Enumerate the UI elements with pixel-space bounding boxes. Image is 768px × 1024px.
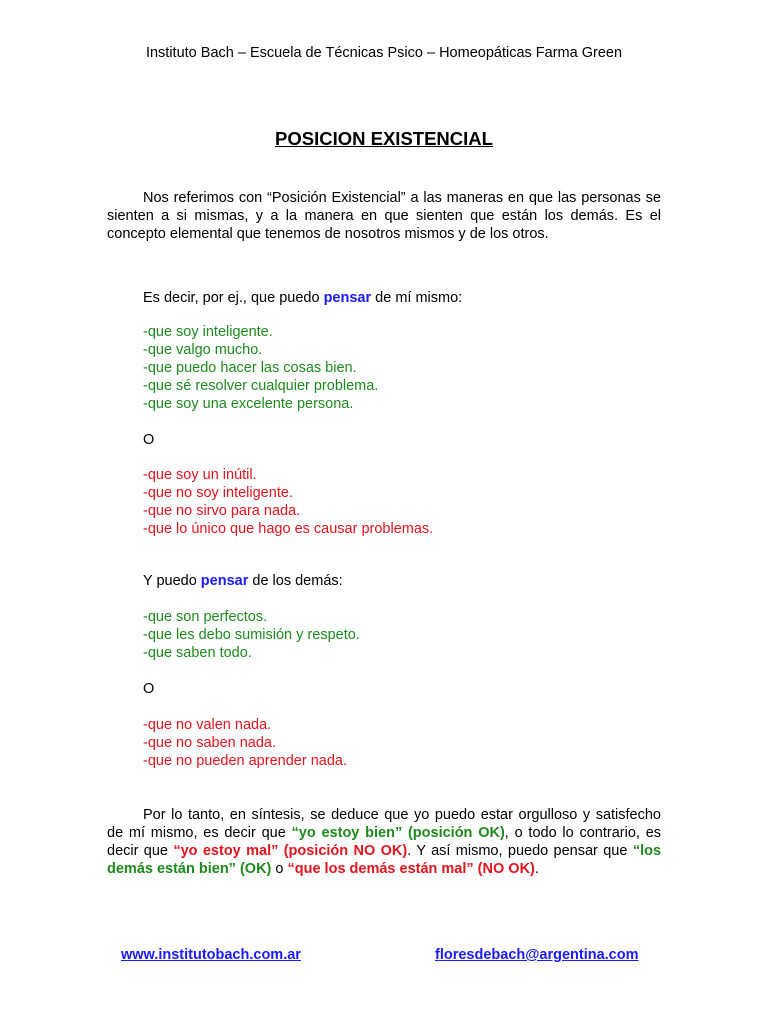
conclusion-text-1: Por lo tanto, en síntesis, se deduce que yo puedo estar orgulloso y satisfecho de mí mismo, es decir que xyxy=(107,807,661,841)
others-lead-keyword: pensar xyxy=(200,573,249,589)
conclusion-ok-others: “los demás están bien” (OK) xyxy=(107,843,662,877)
others-lead-before: Y puedo xyxy=(143,573,201,589)
others-negative-item: -que no saben nada. xyxy=(143,735,277,751)
others-negative-item: -que no valen nada. xyxy=(143,717,272,733)
self-positive-item: -que soy una excelente persona. xyxy=(143,396,354,412)
self-positive-item: -que valgo mucho. xyxy=(143,342,263,358)
self-negative-item: -que soy un inútil. xyxy=(143,467,257,483)
self-negative-item: -que no soy inteligente. xyxy=(143,485,293,501)
self-lead-line xyxy=(143,289,462,307)
page-title: POSICION EXISTENCIAL xyxy=(275,128,493,149)
email-link[interactable]: floresdebach@argentina.com xyxy=(435,947,639,963)
others-negative-item: -que no pueden aprender nada. xyxy=(143,753,347,769)
self-negative-item: -que no sirvo para nada. xyxy=(143,503,301,519)
conclusion-paragraph xyxy=(107,806,661,878)
self-lead-keyword: pensar xyxy=(323,290,372,306)
others-positive-item: -que saben todo. xyxy=(143,645,252,661)
self-lead-after: de mí mismo: xyxy=(371,290,463,306)
conclusion-ok-self: “yo estoy bien” (posición OK) xyxy=(291,825,505,841)
self-positive-item: -que sé resolver cualquier problema. xyxy=(143,378,379,394)
website-link[interactable]: www.institutobach.com.ar xyxy=(121,947,301,963)
conclusion-text-5: . xyxy=(534,861,539,877)
conclusion-text-2: , o todo lo contrario, es decir que xyxy=(107,825,662,859)
self-positive-item: -que puedo hacer las cosas bien. xyxy=(143,360,357,376)
conclusion-text-4: o xyxy=(271,861,288,877)
self-lead-before: Es decir, por ej., que puedo xyxy=(143,290,324,306)
intro-text: Nos referimos con “Posición Existencial” a las maneras en que las personas se sienten a si mismas, y a la manera en que sienten que están los demás. Es el concepto elemental que tenemos de nosotros mismos y de los otros. xyxy=(107,190,661,242)
self-negative-item: -que lo único que hago es causar problemas. xyxy=(143,521,434,537)
others-separator: O xyxy=(143,681,155,697)
conclusion-notok-self: “yo estoy mal” (posición NO OK) xyxy=(173,843,408,859)
self-positive-item: -que soy inteligente. xyxy=(143,324,273,340)
conclusion-text-3: . Y así mismo, puedo pensar que xyxy=(407,843,633,859)
others-positive-item: -que son perfectos. xyxy=(143,609,268,625)
others-positive-item: -que les debo sumisión y respeto. xyxy=(143,627,360,643)
self-separator: O xyxy=(143,432,155,448)
others-lead-after: de los demás: xyxy=(248,573,343,589)
intro-paragraph xyxy=(107,189,661,243)
conclusion-notok-others: “que los demás están mal” (NO OK) xyxy=(287,861,535,877)
page-header: Instituto Bach – Escuela de Técnicas Psico – Homeopáticas Farma Green xyxy=(145,45,623,61)
others-lead-line xyxy=(143,572,343,590)
